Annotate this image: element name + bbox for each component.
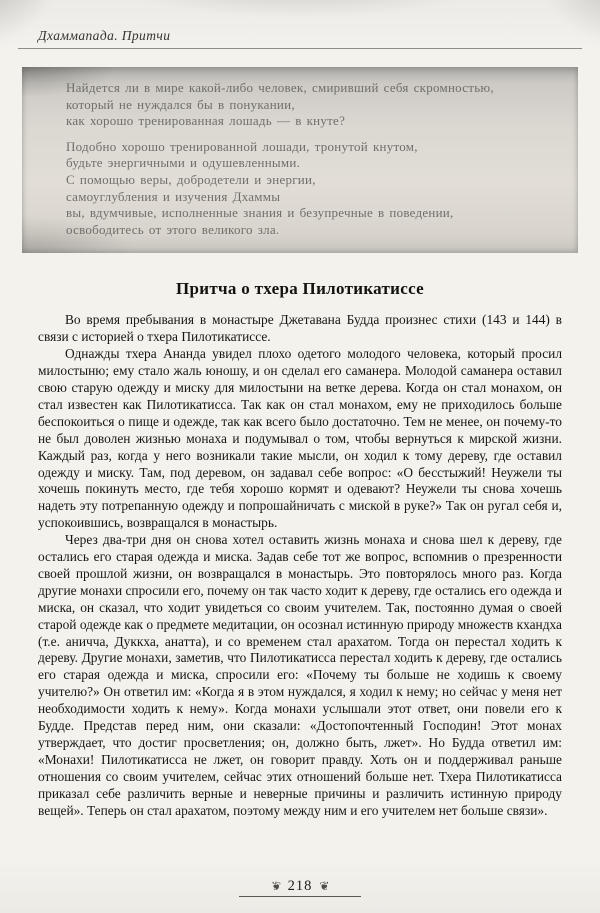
verse-line: С помощью веры, добродетели и энергии, <box>66 171 316 187</box>
story-body <box>38 279 562 819</box>
verse-line: который не нуждался бы в понукании, <box>66 96 295 112</box>
running-header: Дхаммапада. Притчи <box>38 28 171 43</box>
footer-ornament-left-icon: ❦ <box>270 879 281 893</box>
verse-line: Найдется ли в мире какой-либо человек, смиривший себя скромностью, <box>66 80 494 95</box>
story-paragraph: Через два-три дня он снова хотел оставить жизнь монаха и снова шел к дереву, где остались его старая одежда и миска. Задав себе тот же вопрос, вспомнив о презренности своей прошлой жизни, он возвращался в монастырь. Это повторялось много раз. Когда другие монахи спросили его, почему он так часто ходит к дереву, где остались его одежда и миска, он сказал, что ходит увидеться со своим учителем. Так, постоянно думая о своей старой одежде как о предмете медитации, он осознал истинную природу множеств кхандха (т.е. аничча, Дуккха, анатта), и со временем стал арахатом. Тогда он перестал ходить к дереву. Другие монахи, заметив, что Пилотикатисса перестал ходить к дереву, где остались его старая одежда и миска, спросили его: «Почему ты больше не ходишь к своему учителю?» Он ответил им: «Когда я в этом нуждался, я ходил к нему; но сейчас у меня нет необходимости ходить к нему». Когда монахи услышали этот ответ, они повели его к Будде. Представ перед ним, они сказали: «Достопочтенный Господин! Этот монах утверждает, что достиг просветления; он, должно быть, лжет». Но Будда ответил им: «Монахи! Пилотикатисса не лжет, он говорит правду. Хоть он и поддерживал раньше отношения со своим учителем, сейчас этих отношений больше нет. Тхера Пилотикатисса приказал себе различить верные и неверные причины и различить истинную природу вещей». Теперь он стал арахатом, поэтому между ним и его учителем нет больше связи». <box>38 532 562 818</box>
verse-line: как хорошо тренированная лошадь — в кнуте? <box>66 113 346 129</box>
verse-line: самоуглубления и изучения Дхаммы <box>66 188 281 204</box>
story-title: Притча о тхера Пилотикатиссе <box>175 279 425 299</box>
footer-ornament-right-icon: ❦ <box>319 879 330 893</box>
verse-stanza-2 <box>66 139 556 239</box>
verse-line: вы, вдумчивые, исполненные знания и безупречные в поведении, <box>66 205 454 221</box>
page-number-row <box>271 878 330 895</box>
verse-block <box>22 67 578 253</box>
page-footer <box>0 877 600 897</box>
page-number: 218 <box>287 877 313 894</box>
story-paragraph: Однажды тхера Ананда увидел плохо одетого молодого человека, который просил милостыню; ему стало жаль юношу, и он сделал его саманера. Молодой саманера оставил свою старую одежду и миску для милостыни на ветке дерева. Когда он стал монахом, он стал известен как Пилотикатисса. Так как он стал монахом, ему не приходилось больше беспокоиться о пище и одежде, так как всего было достаточно. Тем не менее, он почему-то не был доволен жизнью монаха и подумывал о том, чтобы вернуться к мирской жизни. Каждый раз, когда у него возникали такие мысли, он ходил к тому дереву, где оставил одежду и миску. Там, под деревом, он задавал себе вопрос: «О бесстыжий! Неужели ты хочешь покинуть место, где тебя хорошо кормят и одевают? Неужели ты снова хочешь надеть эту потрепанную одежду и попрошайничать с миской в руке?» Так он ругал себя и, успокоившись, возвращался в монастырь. <box>38 346 562 531</box>
verse-stanza-1 <box>66 80 556 130</box>
verse-line: освободитесь от этого великого зла. <box>66 221 280 237</box>
page-header <box>38 0 562 49</box>
verse-line: будьте энергичными и одушевленными. <box>66 155 301 171</box>
story-paragraph: Во время пребывания в монастыре Джетавана Будда произнес стихи (143 и 144) в связи с историей о тхера Пилотикатиссе. <box>38 312 562 345</box>
footer-rule <box>239 896 361 897</box>
header-rule <box>18 48 582 49</box>
verse-line: Подобно хорошо тренированной лошади, тронутой кнутом, <box>66 138 418 154</box>
